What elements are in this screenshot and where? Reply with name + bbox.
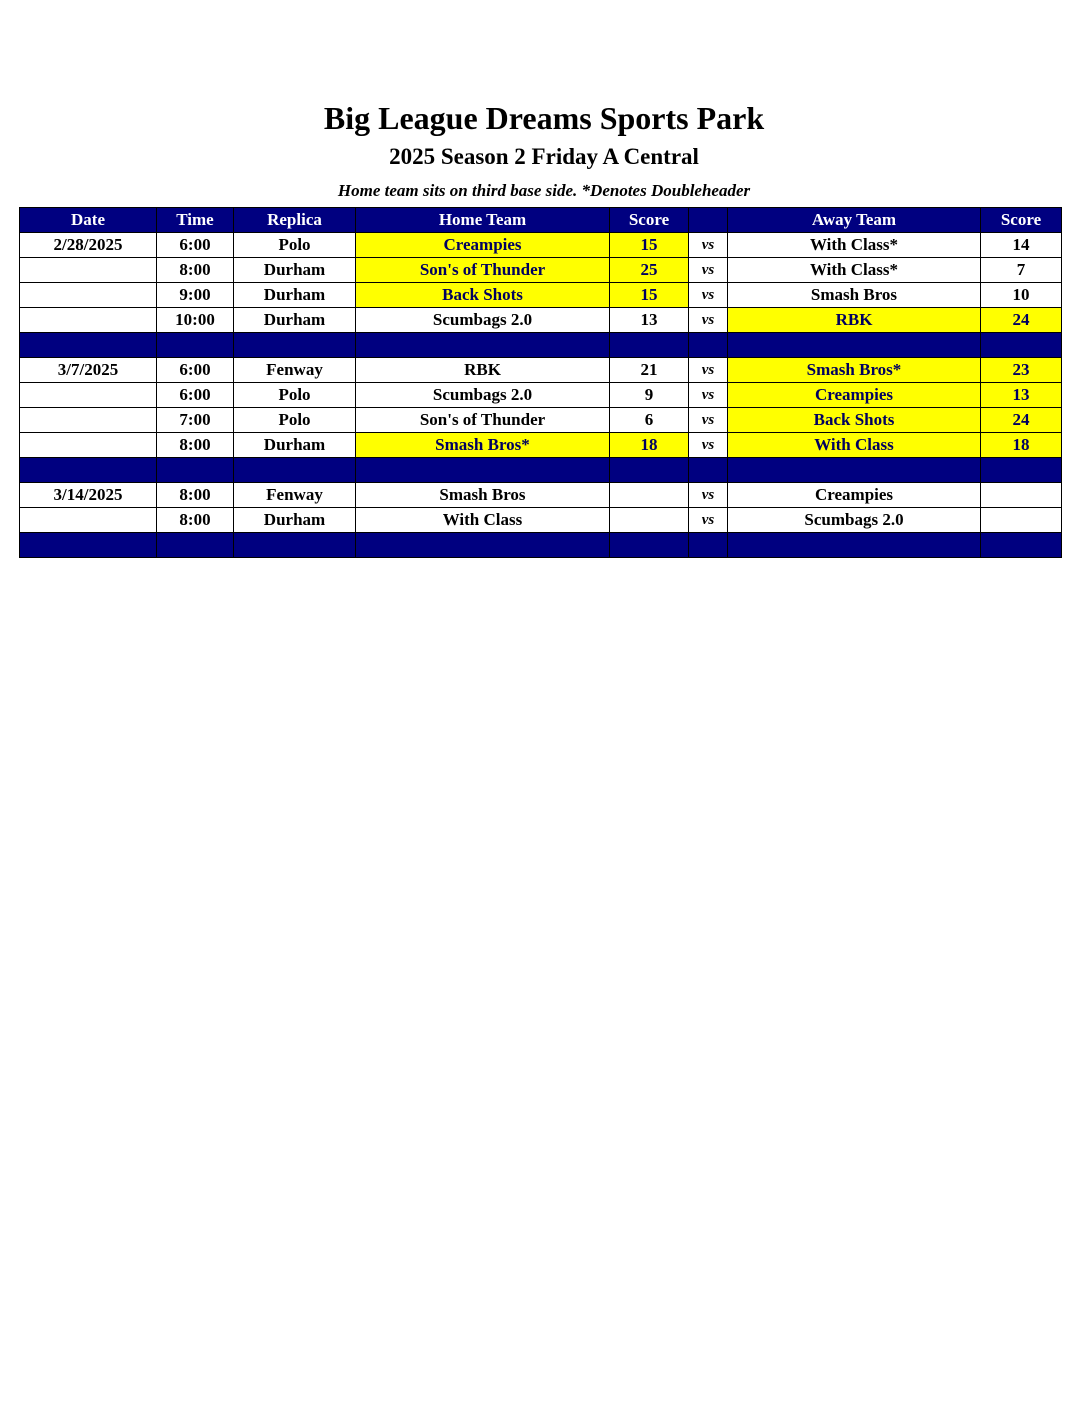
home-team: With Class [356, 508, 610, 533]
schedule-note: Home team sits on third base side. *Denotes Doubleheader [337, 181, 751, 200]
game-replica: Durham [234, 283, 356, 308]
vs-label: vs [689, 433, 728, 458]
game-time: 6:00 [157, 358, 234, 383]
home-team: RBK [356, 358, 610, 383]
away-team: Creampies [728, 383, 981, 408]
game-date [20, 433, 157, 458]
separator-cell [728, 458, 981, 483]
separator-cell [689, 533, 728, 558]
header-row [20, 208, 1062, 233]
separator-cell [728, 533, 981, 558]
game-replica: Durham [234, 508, 356, 533]
game-row [20, 383, 1062, 408]
away-team: With Class* [728, 233, 981, 258]
game-replica: Fenway [234, 358, 356, 383]
game-date [20, 408, 157, 433]
vs-label: vs [689, 308, 728, 333]
game-time: 7:00 [157, 408, 234, 433]
separator-cell [728, 333, 981, 358]
separator-cell [981, 458, 1062, 483]
away-score: 10 [981, 283, 1062, 308]
game-date [20, 283, 157, 308]
game-time: 8:00 [157, 483, 234, 508]
game-time: 6:00 [157, 233, 234, 258]
game-replica: Durham [234, 433, 356, 458]
header-away-score: Score [981, 208, 1062, 233]
page-subtitle: 2025 Season 2 Friday A Central [389, 144, 699, 169]
home-score: 18 [610, 433, 689, 458]
game-date [20, 383, 157, 408]
game-time: 10:00 [157, 308, 234, 333]
away-score: 24 [981, 408, 1062, 433]
away-score [981, 483, 1062, 508]
home-score: 25 [610, 258, 689, 283]
away-score: 18 [981, 433, 1062, 458]
week-separator-row [20, 333, 1062, 358]
game-time: 8:00 [157, 433, 234, 458]
game-replica: Polo [234, 383, 356, 408]
separator-cell [356, 458, 610, 483]
game-date: 3/14/2025 [20, 483, 157, 508]
game-replica: Durham [234, 308, 356, 333]
game-row [20, 358, 1062, 383]
home-score: 15 [610, 233, 689, 258]
home-team: Scumbags 2.0 [356, 383, 610, 408]
vs-label: vs [689, 258, 728, 283]
vs-label: vs [689, 483, 728, 508]
separator-cell [157, 533, 234, 558]
separator-cell [20, 333, 157, 358]
schedule-body [20, 233, 1062, 558]
game-replica: Polo [234, 233, 356, 258]
game-row [20, 508, 1062, 533]
separator-cell [157, 333, 234, 358]
vs-label: vs [689, 383, 728, 408]
separator-cell [20, 533, 157, 558]
home-score: 13 [610, 308, 689, 333]
separator-cell [234, 458, 356, 483]
separator-cell [610, 533, 689, 558]
home-score: 9 [610, 383, 689, 408]
game-date [20, 258, 157, 283]
away-team: RBK [728, 308, 981, 333]
week-separator-row [20, 533, 1062, 558]
separator-cell [157, 458, 234, 483]
game-date [20, 308, 157, 333]
game-row [20, 258, 1062, 283]
separator-cell [610, 333, 689, 358]
home-team: Back Shots [356, 283, 610, 308]
game-replica: Polo [234, 408, 356, 433]
game-date: 3/7/2025 [20, 358, 157, 383]
separator-cell [20, 458, 157, 483]
game-date [20, 508, 157, 533]
home-team: Son's of Thunder [356, 408, 610, 433]
game-time: 8:00 [157, 508, 234, 533]
separator-cell [610, 458, 689, 483]
separator-cell [689, 458, 728, 483]
separator-cell [981, 533, 1062, 558]
separator-cell [356, 333, 610, 358]
vs-label: vs [689, 233, 728, 258]
home-score: 15 [610, 283, 689, 308]
header-home-score: Score [610, 208, 689, 233]
home-score [610, 483, 689, 508]
away-score: 7 [981, 258, 1062, 283]
home-team: Creampies [356, 233, 610, 258]
vs-label: vs [689, 408, 728, 433]
game-row [20, 233, 1062, 258]
header-vs [689, 208, 728, 233]
away-score [981, 508, 1062, 533]
page-title: Big League Dreams Sports Park [323, 100, 765, 136]
separator-cell [234, 533, 356, 558]
home-score [610, 508, 689, 533]
away-team: Smash Bros* [728, 358, 981, 383]
away-score: 13 [981, 383, 1062, 408]
vs-label: vs [689, 508, 728, 533]
away-team: With Class* [728, 258, 981, 283]
away-team: Back Shots [728, 408, 981, 433]
header-time: Time [157, 208, 234, 233]
home-team: Son's of Thunder [356, 258, 610, 283]
game-time: 9:00 [157, 283, 234, 308]
game-row [20, 483, 1062, 508]
home-team: Smash Bros* [356, 433, 610, 458]
game-row [20, 308, 1062, 333]
away-team: With Class [728, 433, 981, 458]
game-row [20, 408, 1062, 433]
separator-cell [981, 333, 1062, 358]
header-away-team: Away Team [728, 208, 981, 233]
away-score: 23 [981, 358, 1062, 383]
game-date: 2/28/2025 [20, 233, 157, 258]
separator-cell [234, 333, 356, 358]
separator-cell [356, 533, 610, 558]
separator-cell [689, 333, 728, 358]
game-time: 8:00 [157, 258, 234, 283]
game-replica: Fenway [234, 483, 356, 508]
game-row [20, 433, 1062, 458]
vs-label: vs [689, 283, 728, 308]
header-date: Date [20, 208, 157, 233]
away-team: Smash Bros [728, 283, 981, 308]
game-time: 6:00 [157, 383, 234, 408]
away-score: 14 [981, 233, 1062, 258]
home-score: 6 [610, 408, 689, 433]
away-team: Scumbags 2.0 [728, 508, 981, 533]
away-score: 24 [981, 308, 1062, 333]
home-team: Smash Bros [356, 483, 610, 508]
home-team: Scumbags 2.0 [356, 308, 610, 333]
away-team: Creampies [728, 483, 981, 508]
home-score: 21 [610, 358, 689, 383]
header-replica: Replica [234, 208, 356, 233]
vs-label: vs [689, 358, 728, 383]
week-separator-row [20, 458, 1062, 483]
header-home-team: Home Team [356, 208, 610, 233]
schedule-table [19, 207, 1062, 558]
game-row [20, 283, 1062, 308]
game-replica: Durham [234, 258, 356, 283]
